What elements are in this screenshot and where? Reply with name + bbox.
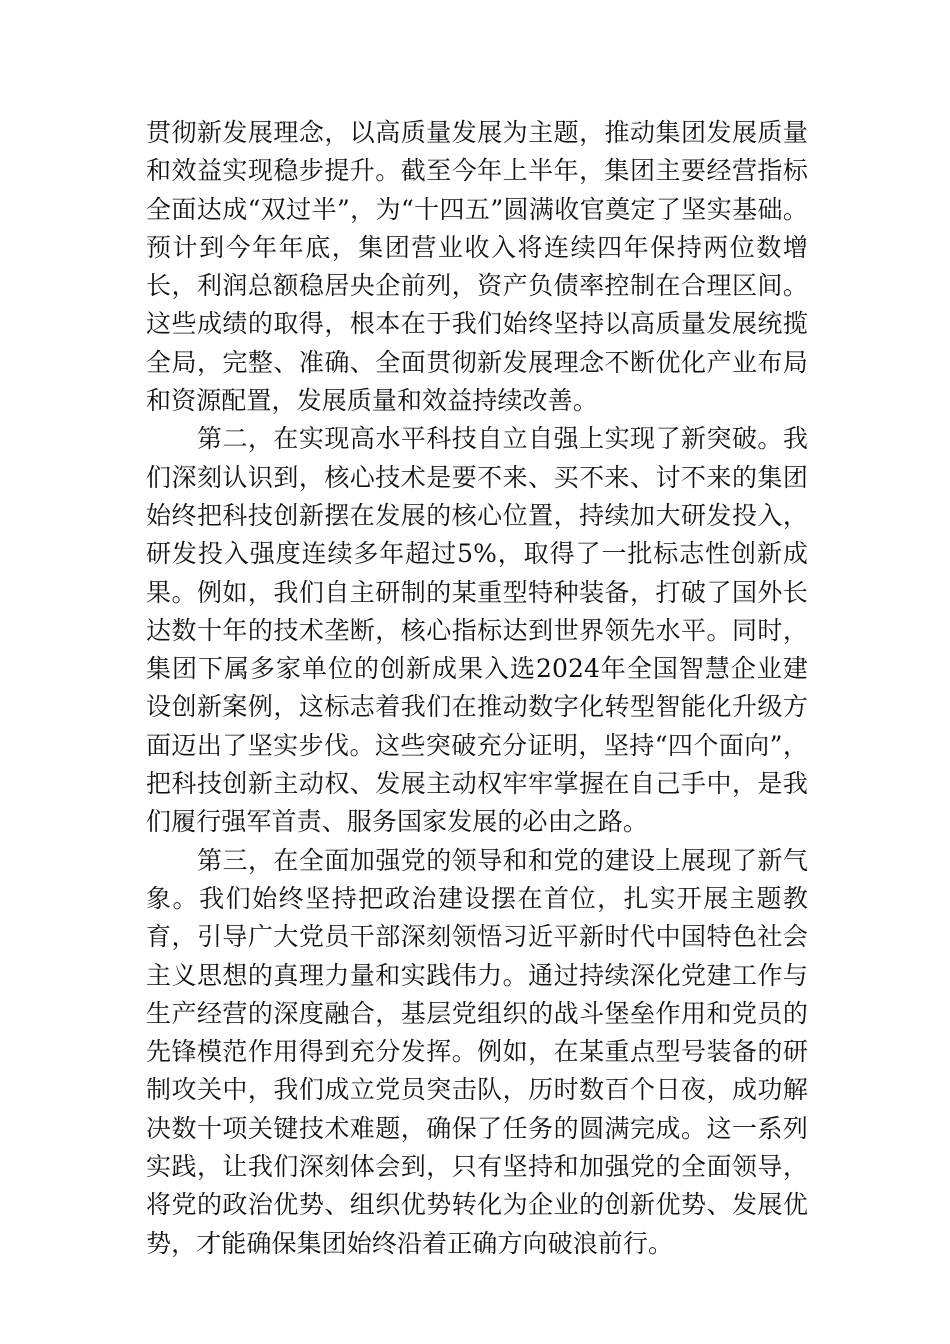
paragraph-continuation: 贯彻新发展理念，以高质量发展为主题，推动集团发展质量和效益实现稳步提升。截至今年上半年，集团主要经营指标全面达成“双过半”，为“十四五”圆满收官奠定了坚实基础。预计到今年年底，集团营业收入将连续四年保持两位数增长，利润总额稳居央企前列，资产负债率控制在合理区间。这些成绩的取得，根本在于我们始终坚持以高质量发展统揽全局，完整、准确、全面贯彻新发展理念不断优化产业布局和资源配置，发展质量和效益持续改善。 xyxy=(146,118,808,416)
document-body xyxy=(146,114,808,1263)
paragraph-second-point: 第二，在实现高水平科技自立自强上实现了新突破。我们深刻认识到，核心技术是要不来、买不来、讨不来的集团始终把科技创新摆在发展的核心位置，持续加大研发投入，研发投入强度连续多年超过5%，取得了一批标志性创新成果。例如，我们自主研制的某重型特种装备，打破了国外长达数十年的技术垄断，核心指标达到世界领先水平。同时，集团下属多家单位的创新成果入选2024年全国智慧企业建设创新案例，这标志着我们在推动数字化转型智能化升级方面迈出了坚实步伐。这些突破充分证明，坚持“四个面向”，把科技创新主动权、发展主动权牢牢掌握在自己手中，是我们履行强军首责、服务国家发展的必由之路。 xyxy=(146,424,808,837)
paragraph-third-point: 第三，在全面加强党的领导和和党的建设上展现了新气象。我们始终坚持把政治建设摆在首位，扎实开展主题教育，引导广大党员干部深刻领悟习近平新时代中国特色社会主义思想的真理力量和实践伟力。通过持续深化党建工作与生产经营的深度融合，基层党组织的战斗堡垒作用和党员的先锋模范作用得到充分发挥。例如，在某重点型号装备的研制攻关中，我们成立党员突击队，历时数百个日夜，成功解决数十项关键技术难题，确保了任务的圆满完成。这一系列实践，让我们深刻体会到，只有坚持和加强党的全面领导，将党的政治优势、组织优势转化为企业的创新优势、发展优势，才能确保集团始终沿着正确方向破浪前行。 xyxy=(146,845,808,1258)
